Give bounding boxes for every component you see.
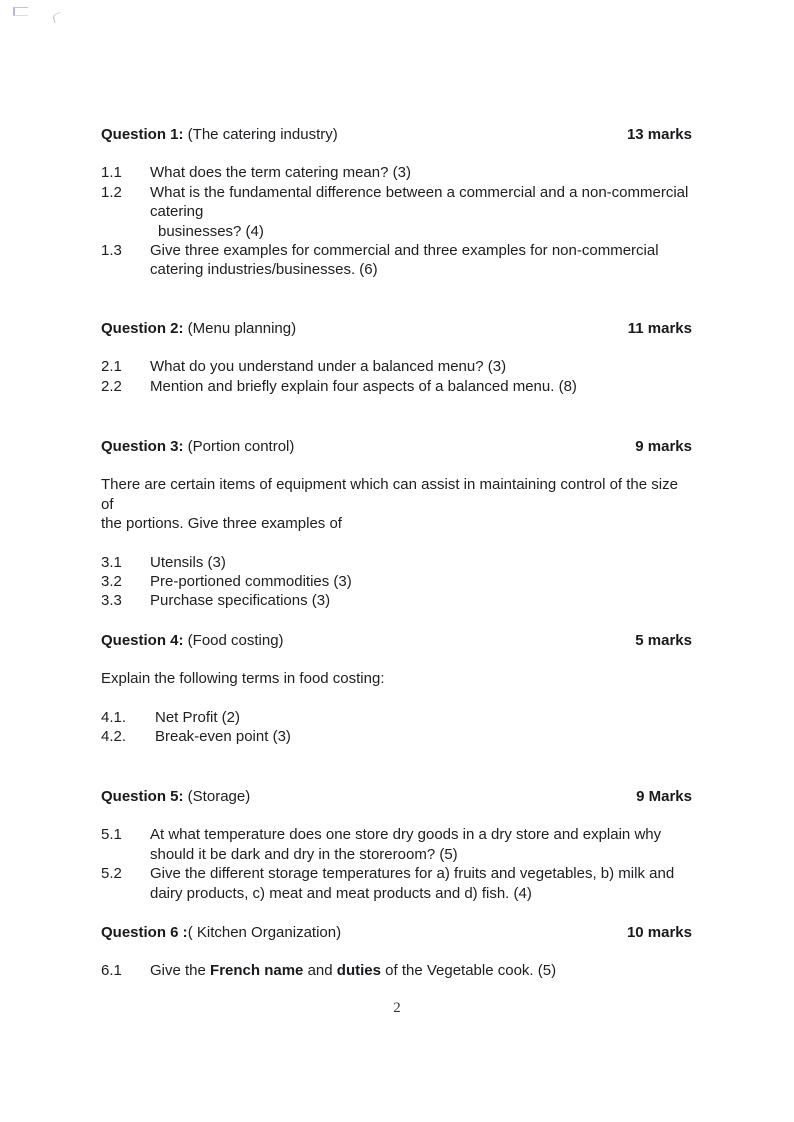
item-text: Purchase specifications (3) xyxy=(150,592,331,610)
question-5-header xyxy=(101,787,692,806)
item-text xyxy=(150,183,692,241)
question-5-title xyxy=(101,787,250,806)
question-4-section xyxy=(101,631,692,747)
item-text-line: Give the different storage temperatures for a) fruits and vegetables, b) milk and xyxy=(150,865,675,883)
question-6-marks: 10 marks xyxy=(626,924,692,941)
item-text-part: of the Vegetable cook. (5) xyxy=(380,962,557,980)
intro-line: the portions. Give three examples of xyxy=(101,515,342,533)
item-text xyxy=(150,825,692,864)
item-number: 2.1 xyxy=(101,358,122,376)
item-text: What does the term catering mean? (3) xyxy=(150,164,411,182)
question-6-items xyxy=(101,961,692,980)
page-number: 2 xyxy=(393,1000,401,1016)
item-number: 2.2 xyxy=(101,377,122,395)
question-item-5-2 xyxy=(101,864,692,903)
question-2-topic: (Menu planning) xyxy=(183,320,297,337)
question-item-2-1 xyxy=(101,357,692,376)
question-5-topic: (Storage) xyxy=(183,788,251,805)
question-3-marks: 9 marks xyxy=(635,438,692,455)
item-number: 5.2 xyxy=(101,865,122,883)
item-text-line: At what temperature does one store dry goods in a dry store and explain why xyxy=(150,826,662,844)
question-1-title xyxy=(101,125,338,144)
item-text: Mention and briefly explain four aspects of a balanced menu. (8) xyxy=(150,377,577,395)
question-3-title xyxy=(101,437,294,456)
item-text-line: dairy products, c) meat and meat products and d) fish. (4) xyxy=(150,884,532,902)
intro-line: Explain the following terms in food costing: xyxy=(101,670,385,688)
question-item-1-1 xyxy=(101,163,692,182)
item-number: 3.3 xyxy=(101,592,122,610)
question-2-section xyxy=(101,319,692,396)
item-text-bold: duties xyxy=(336,962,381,980)
scan-smudge-stamp xyxy=(13,7,28,16)
question-6-header xyxy=(101,923,692,942)
question-item-4-1 xyxy=(101,708,692,727)
question-3-header xyxy=(101,437,692,456)
question-6-label: Question 6 : xyxy=(101,924,188,941)
question-3-intro xyxy=(101,475,692,533)
question-3-label: Question 3: xyxy=(101,438,184,455)
question-3-section xyxy=(101,437,692,611)
question-1-items xyxy=(101,163,692,279)
item-text-part: Give the xyxy=(150,962,211,980)
item-text xyxy=(150,864,692,903)
item-text-bold: French name xyxy=(210,962,304,980)
question-1-label: Question 1: xyxy=(101,126,184,143)
question-5-marks: 9 Marks xyxy=(636,788,692,805)
question-1-marks: 13 marks xyxy=(626,126,692,143)
question-6-topic: ( Kitchen Organization) xyxy=(187,924,342,941)
question-6-title xyxy=(101,923,341,942)
item-number: 1.2 xyxy=(101,183,122,201)
question-3-items xyxy=(101,553,692,611)
question-5-section xyxy=(101,787,692,903)
item-text: Break-even point (3) xyxy=(155,728,291,746)
intro-line: There are certain items of equipment which can assist in maintaining control of the size of xyxy=(101,476,678,513)
question-1-header xyxy=(101,125,692,144)
item-number: 5.1 xyxy=(101,826,122,844)
question-item-4-2 xyxy=(101,727,692,746)
question-4-label: Question 4: xyxy=(101,632,184,649)
question-2-header xyxy=(101,319,692,338)
item-text-line: catering industries/businesses. (6) xyxy=(150,261,378,279)
question-4-topic: (Food costing) xyxy=(183,632,284,649)
item-number: 1.1 xyxy=(101,164,122,182)
question-item-6-1 xyxy=(101,961,692,980)
item-number: 4.1. xyxy=(101,708,127,726)
question-item-2-2 xyxy=(101,377,692,396)
item-text-line: Give three examples for commercial and three examples for non-commercial xyxy=(150,242,659,260)
question-4-marks: 5 marks xyxy=(635,632,692,649)
question-item-1-2 xyxy=(101,183,692,241)
question-4-title xyxy=(101,631,284,650)
item-text xyxy=(150,961,692,980)
item-text-line: catering xyxy=(150,203,204,221)
item-text: Net Profit (2) xyxy=(155,708,241,726)
item-number: 6.1 xyxy=(101,962,122,980)
item-number: 3.2 xyxy=(101,573,122,591)
question-2-label: Question 2: xyxy=(101,320,184,337)
question-3-topic: (Portion control) xyxy=(183,438,295,455)
question-2-items xyxy=(101,357,692,396)
question-4-items xyxy=(101,708,692,747)
question-5-label: Question 5: xyxy=(101,788,184,805)
item-number: 4.2. xyxy=(101,728,127,746)
item-text: Pre-portioned commodities (3) xyxy=(150,573,352,591)
question-item-3-1 xyxy=(101,553,692,572)
item-text: What do you understand under a balanced menu? (3) xyxy=(150,358,507,376)
item-text-line: should it be dark and dry in the storeroom? (5) xyxy=(150,845,458,863)
question-item-1-3 xyxy=(101,241,692,280)
item-text-line: What is the fundamental difference between a commercial and a non-commercial xyxy=(150,183,689,201)
question-1-section xyxy=(101,125,692,280)
item-text: Utensils (3) xyxy=(150,553,226,571)
question-item-3-3 xyxy=(101,591,692,610)
question-item-3-2 xyxy=(101,572,692,591)
question-4-intro xyxy=(101,669,692,688)
item-text-part: and xyxy=(303,962,337,980)
question-2-title xyxy=(101,319,296,338)
question-5-items xyxy=(101,825,692,903)
item-number: 3.1 xyxy=(101,553,122,571)
question-6-section xyxy=(101,923,692,981)
question-1-topic: (The catering industry) xyxy=(183,126,338,143)
item-text-line: businesses? (4) xyxy=(158,222,264,240)
scan-smudge-pencil-mark xyxy=(52,12,63,23)
question-item-5-1 xyxy=(101,825,692,864)
item-number: 1.3 xyxy=(101,242,122,260)
question-4-header xyxy=(101,631,692,650)
item-text xyxy=(150,241,692,280)
question-2-marks: 11 marks xyxy=(627,320,692,337)
